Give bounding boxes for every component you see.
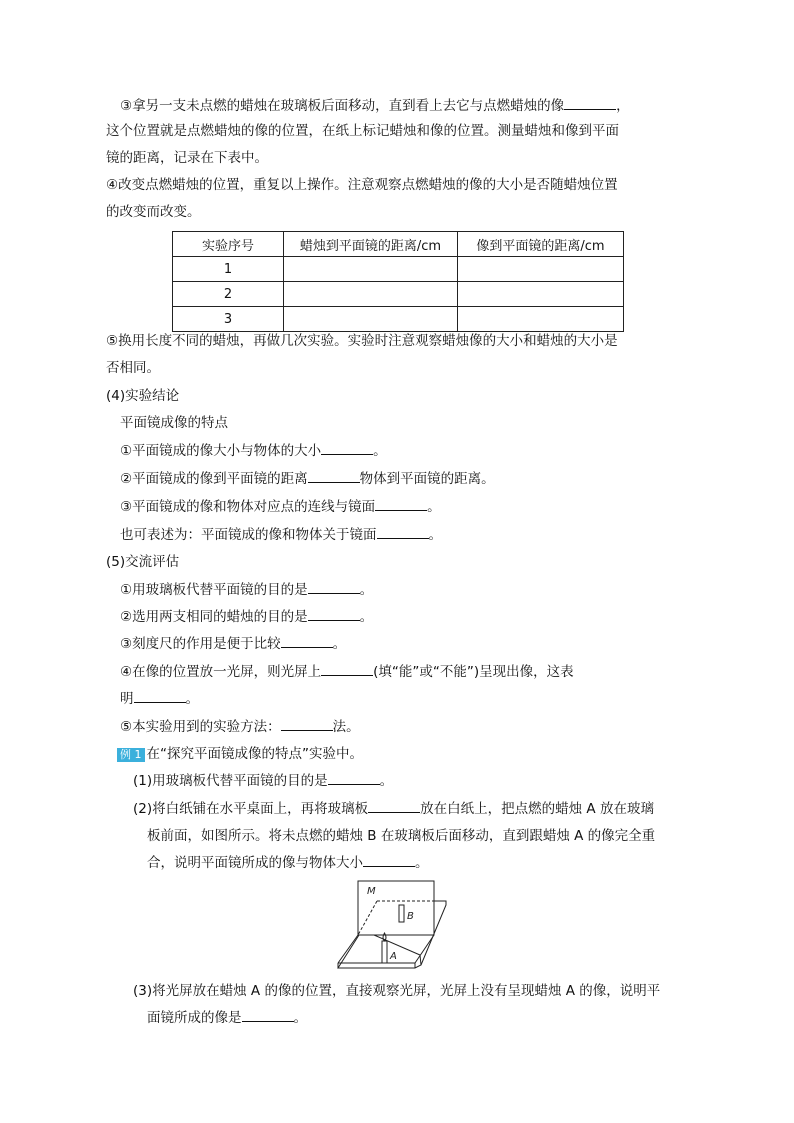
text-fragment: 。: [293, 1010, 307, 1026]
text-fragment: ③平面镜成的像和物体对应点的连线与镜面: [120, 499, 376, 515]
table-cell: 2: [173, 282, 284, 307]
blank[interactable]: [281, 718, 333, 731]
text-line: 的改变而改变。: [106, 204, 201, 220]
text-fragment: 物体到平面镜的距离。: [359, 471, 495, 487]
blank[interactable]: [375, 498, 427, 511]
data-table: [172, 231, 624, 332]
example-tag: 例 1: [117, 748, 145, 762]
table-cell[interactable]: [284, 257, 458, 282]
text-fragment: (2)将白纸铺在水平桌面上，再将玻璃板: [133, 801, 369, 817]
text-fragment: 。: [332, 636, 347, 652]
label-a: A: [390, 951, 397, 962]
mirror-candle-figure: [330, 875, 470, 975]
conclusion-3: [120, 498, 441, 516]
conclusion-4: [120, 526, 442, 544]
text-fragment: ③刻度尺的作用是便于比较: [120, 636, 281, 652]
subheading: 平面镜成像的特点: [120, 415, 228, 431]
section-heading: (5)交流评估: [106, 554, 180, 570]
text-fragment: ②平面镜成的像到平面镜的距离: [120, 471, 308, 487]
text-fragment: [173, 257, 624, 282]
table-header: 像到平面镜的距离/cm: [458, 232, 624, 257]
step-5-line: ⑤换用长度不同的蜡烛，再做几次实验。实验时注意观察蜡烛像的大小和蜡烛的大小是: [106, 333, 618, 349]
conclusion-2: [120, 470, 495, 488]
blank[interactable]: [377, 526, 429, 539]
text-fragment: ②选用两支相同的蜡烛的目的是: [120, 609, 308, 625]
text-fragment: (填“能”或“不能”)呈现出像，这表: [373, 664, 574, 680]
label-m: M: [367, 886, 376, 897]
text-fragment: [173, 232, 624, 332]
text-line: [147, 854, 429, 872]
text-fragment: 。: [359, 609, 374, 625]
text-fragment: 。: [379, 773, 394, 789]
text-line: 板前面，如图所示。将未点燃的蜡烛 B 在玻璃板后面移动，直到跟蜡烛 A 的像完全重: [147, 828, 656, 844]
blank[interactable]: [308, 470, 360, 483]
text-fragment: 。: [415, 855, 429, 871]
text-fragment: ①用玻璃板代替平面镜的目的是: [120, 582, 308, 598]
text-line: 否相同。: [106, 360, 160, 376]
evaluation-1: [120, 581, 373, 599]
text-fragment: ⑤本实验用到的实验方法：: [120, 719, 281, 735]
text-fragment: 。: [359, 582, 374, 598]
text-fragment: (1)用玻璃板代替平面镜的目的是: [133, 773, 328, 789]
text-line: 镜的距离，记录在下表中。: [106, 150, 268, 166]
text-fragment: [399, 905, 404, 922]
table-cell[interactable]: [458, 282, 624, 307]
evaluation-3: [120, 635, 346, 653]
text-fragment: 。: [427, 499, 441, 515]
text-fragment: ③拿另一支未点燃的蜡烛在玻璃板后面移动，直到看上去它与点燃蜡烛的像: [120, 98, 565, 114]
question-3: (3)将光屏放在蜡烛 A 的像的位置，直接观察光屏，光屏上没有呈现蜡烛 A 的像，说明平: [133, 983, 661, 999]
blank[interactable]: [363, 854, 415, 867]
table-header: 实验序号: [173, 232, 284, 257]
label-b: B: [407, 911, 414, 922]
text-fragment: [382, 941, 387, 963]
text-fragment: 也可表述为：平面镜成的像和物体关于镜面: [120, 527, 377, 543]
step-3-line: [120, 97, 630, 115]
blank[interactable]: [308, 608, 360, 621]
text-fragment: 。: [373, 443, 387, 459]
text-fragment: [173, 232, 624, 257]
text-fragment: 放在白纸上，把点燃的蜡烛 A 放在玻璃: [420, 801, 654, 817]
blank[interactable]: [308, 581, 360, 594]
table-cell[interactable]: [458, 307, 624, 332]
evaluation-4: [120, 663, 574, 681]
text-fragment: [173, 282, 624, 307]
text-fragment: 合，说明平面镜所成的像与物体大小: [147, 855, 363, 871]
blank[interactable]: [281, 635, 333, 648]
text-fragment: 。: [428, 527, 442, 543]
blank[interactable]: [321, 663, 373, 676]
blank[interactable]: [242, 1009, 294, 1022]
step-4-line: ④改变点燃蜡烛的位置，重复以上操作。注意观察点燃蜡烛的像的大小是否随蜡烛位置: [106, 177, 618, 193]
table-cell[interactable]: [284, 307, 458, 332]
section-heading: (4)实验结论: [106, 388, 180, 404]
question-2: [133, 800, 654, 818]
text-fragment: ④在像的位置放一光屏，则光屏上: [120, 664, 322, 680]
text-fragment: ①平面镜成的像大小与物体的大小: [120, 443, 322, 459]
text-fragment: 。: [185, 691, 199, 707]
question-1: [133, 772, 393, 790]
text-fragment: 面镜所成的像是: [147, 1010, 242, 1026]
text-fragment: ，: [616, 98, 630, 114]
table-cell[interactable]: [458, 257, 624, 282]
table-cell[interactable]: [284, 282, 458, 307]
text-fragment: [415, 935, 434, 963]
text-fragment: 在“探究平面镜成像的特点”实验中。: [146, 746, 363, 762]
conclusion-1: [120, 442, 387, 460]
evaluation-5: [120, 718, 360, 736]
blank[interactable]: [328, 772, 380, 785]
evaluation-2: [120, 608, 373, 626]
blank[interactable]: [564, 97, 616, 110]
text-fragment: 明: [120, 691, 134, 707]
text-line: [147, 1009, 307, 1027]
example-intro: [117, 745, 363, 763]
evaluation-4-cont: [120, 690, 199, 708]
blank[interactable]: [321, 442, 373, 455]
table-cell: 3: [173, 307, 284, 332]
text-line: 这个位置就是点燃蜡烛的像的位置，在纸上标记蜡烛和像的位置。测量蜡烛和像到平面: [106, 123, 619, 139]
text-fragment: [173, 307, 624, 332]
table-header: 蜡烛到平面镜的距离/cm: [284, 232, 458, 257]
blank[interactable]: [134, 690, 186, 703]
text-fragment: 法。: [332, 719, 360, 735]
table-cell: 1: [173, 257, 284, 282]
blank[interactable]: [368, 800, 420, 813]
